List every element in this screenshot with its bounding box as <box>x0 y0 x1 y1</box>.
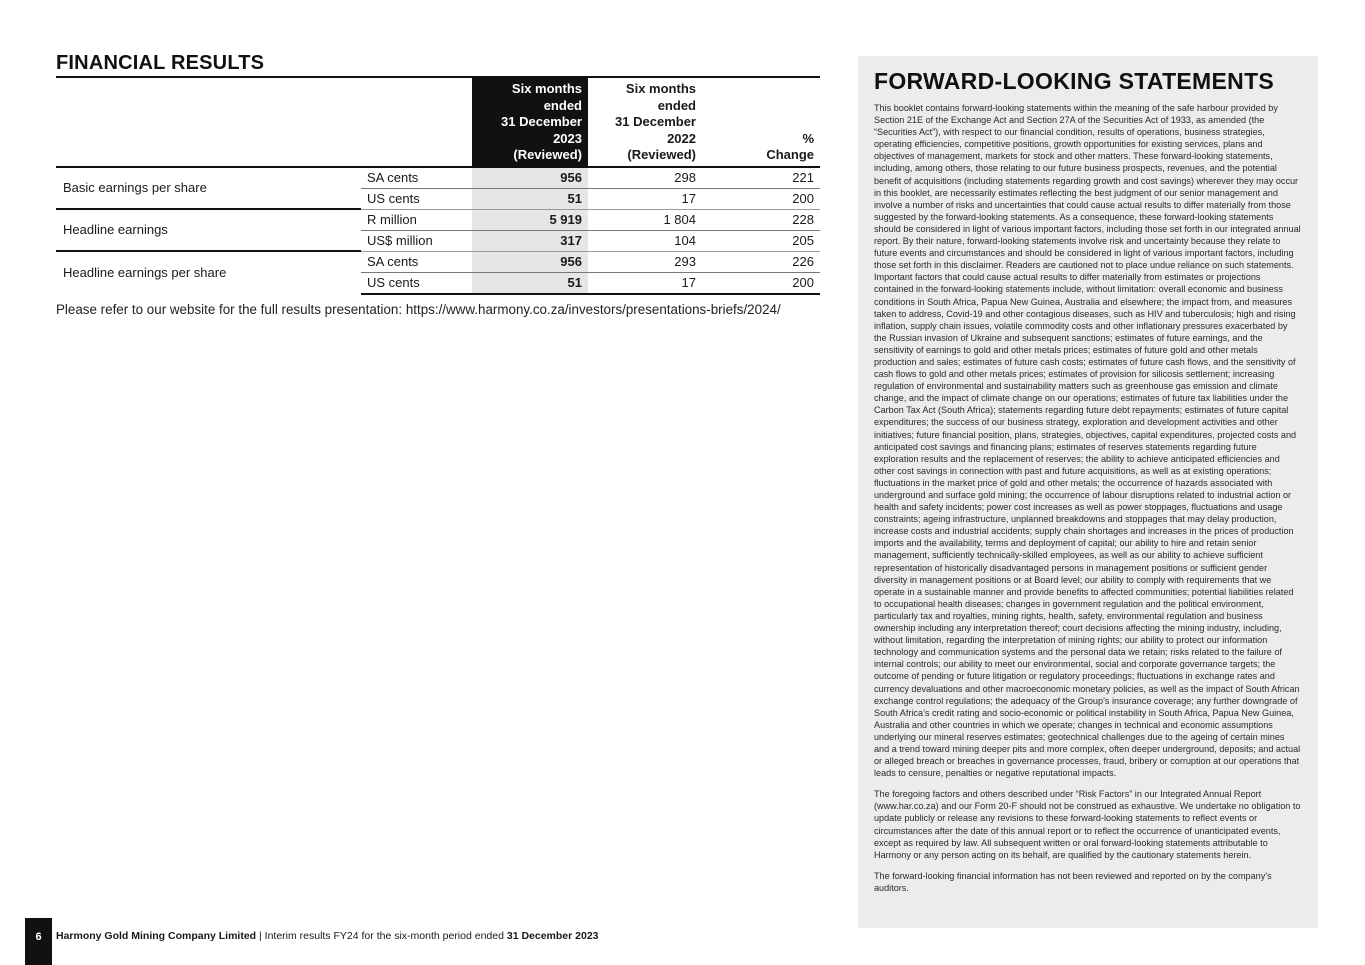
page-number: 6 <box>25 918 52 965</box>
unit-label: US$ million <box>361 230 472 251</box>
unit-label: US cents <box>361 272 472 294</box>
metric-label: Basic earnings per share <box>63 180 207 196</box>
value-2023: 51 <box>472 272 588 294</box>
footer-company: Harmony Gold Mining Company Limited <box>56 930 257 942</box>
value-2022: 293 <box>588 251 702 272</box>
column-header-2022: Six months ended 31 December 2022 (Reviewed) <box>615 81 696 163</box>
table-row <box>56 251 820 272</box>
metric-label: Headline earnings per share <box>56 251 361 294</box>
financial-results-table <box>56 76 820 295</box>
header-spacer <box>56 77 361 167</box>
value-2023: 317 <box>472 230 588 251</box>
forward-looking-statements-panel <box>858 56 1318 928</box>
value-2022: 17 <box>588 188 702 209</box>
value-2022: 1 804 <box>588 209 702 230</box>
column-header-2023: Six months ended 31 December 2023 (Reviewed) <box>472 77 588 167</box>
value-2023: 956 <box>472 251 588 272</box>
unit-label: SA cents <box>361 251 472 272</box>
value-2022: 17 <box>588 272 702 294</box>
value-change: 200 <box>702 272 820 294</box>
value-2023: 5 919 <box>472 209 588 230</box>
value-change: 228 <box>702 209 820 230</box>
unit-label: US cents <box>361 188 472 209</box>
financial-results-title: FINANCIAL RESULTS <box>56 52 265 74</box>
unit-label: R million <box>361 209 472 230</box>
value-change: 221 <box>792 169 814 185</box>
value-change: 200 <box>702 188 820 209</box>
table-row <box>56 167 820 189</box>
value-2023: 956 <box>472 167 588 189</box>
disclaimer-paragraph: The foregoing factors and others described under “Risk Factors” in our Integrated Annual Report (www.har.co.za) and our Form 20-F should not be construed as exhaustive. We undertake no obligation to update publicly or release any revisions to these forward-looking statements to reflect events or circumstances after the date of this annual report or to reflect the occurrence of unanticipated events, except as required by law. All subsequent written or oral forward-looking statements attributable to Harmony or any person acting on its behalf, are qualified by the cautionary statements herein. <box>874 789 1301 860</box>
footer-date: 31 December 2023 <box>506 930 599 942</box>
unit-label: SA cents <box>367 169 419 185</box>
table-row <box>56 209 820 230</box>
value-2022: 298 <box>674 169 696 185</box>
column-header-change: % Change <box>766 130 814 163</box>
value-change: 205 <box>702 230 820 251</box>
value-change: 226 <box>702 251 820 272</box>
metric-label: Headline earnings <box>56 209 361 251</box>
page-footer <box>56 930 599 942</box>
footer-text: Interim results FY24 for the six-month period ended <box>264 930 507 942</box>
disclaimer-paragraph: This booklet contains forward-looking statements within the meaning of the safe harbour provided by Section 21E of the Exchange Act and Section 27A of the Securities Act of 1933, as amended (the “Securities Act”), with respect to our financial condition, results of operations, business strategies, operating efficiencies, competitive positions, growth opportunities for existing services, plans and objectives of management, markets for stock and other matters. These forward-looking statements, including, among others, those relating to our future business prospects, revenues, and the potential benefit of acquisitions (including statements regarding growth and cost savings) wherever they may occur in this booklet, are necessarily estimates reflecting the best judgment of our senior management and involve a number of risks and uncertainties that could cause actual results to differ materially from those suggested by the forward-looking statements. As a consequence, these forward-looking statements should be considered in light of various important factors, including those set forth in our integrated annual report. By their nature, forward-looking statements involve risk and uncertainty because they relate to future events and circumstances and should be considered in light of various important factors, including those set forth in this disclaimer. Readers are cautioned not to place undue reliance on such statements. Important factors that could cause actual results to differ materially from estimates or projections contained in the forward-looking statements include, without limitation: overall economic and business conditions in South Africa, Papua New Guinea, Australia and elsewhere; the impact from, and measures taken to address, Covid-19 and other contagious diseases, such as HIV and tuberculosis; high and rising inflation, supply chain issues, volatile commodity costs and other inflationary pressures exacerbated by the Russian invasion of Ukraine and subsequent sanctions; estimates of future earnings, and the sensitivity of earnings to gold and other metals prices; estimates of future gold and other metals production and sales; estimates of future cash costs; estimates of future cash flows, and the sensitivity of cash flows to gold and other metals prices; estimates of provision for silicosis settlement; increasing regulation of environmental and sustainability matters such as greenhouse gas emission and climate change, and the impact of climate change on our operations; estimates of future tax liabilities under the Carbon Tax Act (South Africa); statements regarding future debt repayments; estimates of future capital expenditures; the success of our business strategy, exploration and development activities and other initiatives; future financial position, plans, strategies, objectives, capital expenditures, projected costs and anticipated cost savings and financing plans; estimates of reserves statements regarding future exploration results and the replacement of reserves; the ability to achieve anticipated efficiencies and other cost savings in connection with past and future acquisitions, as well as at existing operations; fluctuations in the market price of gold and other metals; the occurrence of hazards associated with underground and surface gold mining; the occurrence of labour disruptions related to industrial action or health and safety incidents; power cost increases as well as power stoppages, fluctuations and usage constraints; ageing infrastructure, unplanned breakdowns and stoppages that may delay production, increase costs and industrial accidents; supply chain shortages and increases in the prices of production imports and the availability, terms and deployment of capital; our ability to hire and retain senior management, sufficiently technically-skilled employees, as well as our ability to achieve sufficient representation of historically disadvantaged persons in management positions or sufficient gender diversity in management positions or at Board level; our ability to comply with requirements that we operate in a sustainable manner and provide benefits to affected communities; potential liabilities related to occupational health diseases; changes in government regulation and the political environment, particularly tax and royalties, mining rights, health, safety, environmental regulation and business ownership including any interpretation thereof; court decisions affecting the mining industry, including, without limitation, regarding the interpretation of mining rights; our ability to protect our information technology and communication systems and the personal data we retain; risks related to the failure of internal controls; our ability to meet our environmental, social and corporate governance targets; the outcome of pending or future litigation or regulatory proceedings; fluctuations in exchange rates and currency devaluations and other macroeconomic monetary policies, as well as the impact of South African exchange control regulations; the adequacy of the Group’s insurance coverage; any further downgrade of South Africa’s credit rating and socio-economic or political instability in South Africa, Papua New Guinea, Australia and other countries in which we operate; changes in technical and economic assumptions underlying our mineral reserves estimates; geotechnical challenges due to the ageing of certain mines and a trend toward mining deeper pits and more complex, often deeper underground, deposits; and actual or alleged breach or breaches in governance processes, fraud, bribery or corruption at our operations that leads to censure, penalties or negative reputational impacts. <box>874 103 1301 779</box>
results-presentation-note: Please refer to our website for the full results presentation: https://www.harmony.co.za/investors/presentations-briefs/2024/ <box>56 302 781 317</box>
forward-looking-title: FORWARD-LOOKING STATEMENTS <box>874 68 1275 94</box>
table-header-row <box>56 77 820 167</box>
header-spacer <box>361 77 472 167</box>
footer-separator: | <box>256 930 265 942</box>
disclaimer-paragraph: The forward-looking financial information has not been reviewed and reported on by the company’s auditors. <box>874 870 1272 893</box>
value-2022: 104 <box>588 230 702 251</box>
value-2023: 51 <box>472 188 588 209</box>
